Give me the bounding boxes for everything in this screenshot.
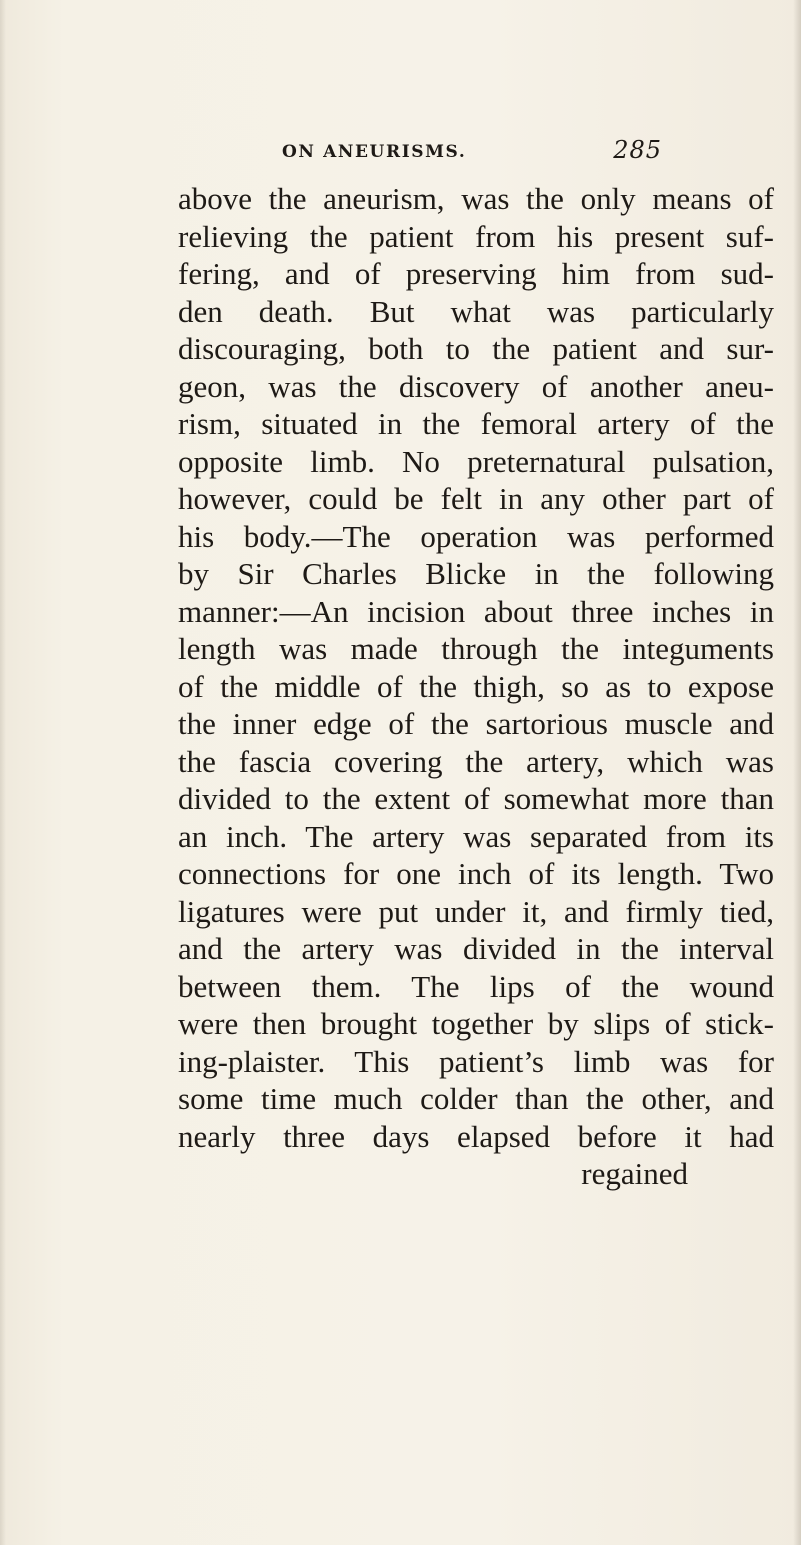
body-text <box>178 180 774 1193</box>
text-line: above the aneurism, was the only means of <box>178 181 774 216</box>
running-head: ON ANEURISMS. <box>282 142 467 162</box>
page-edge-shadow <box>793 0 801 1545</box>
text-line: the inner edge of the sartorious muscle and <box>178 706 774 741</box>
text-line: were then brought together by slips of stick- <box>178 1006 774 1041</box>
text-line: by Sir Charles Blicke in the following <box>178 556 774 591</box>
text-line: discouraging, both to the patient and sur- <box>178 331 774 366</box>
text-line: an inch. The artery was separated from its <box>178 818 774 854</box>
text-line: den death. But what was particularly <box>178 293 774 329</box>
text-line: rism, situated in the femoral artery of the <box>178 406 774 441</box>
text-line: geon, was the discovery of another aneu- <box>178 368 774 404</box>
text-line: connections for one inch of its length. Two <box>178 856 774 891</box>
text-line: divided to the extent of somewhat more than <box>178 781 774 816</box>
page-gutter-shadow <box>0 0 6 1545</box>
text-line: between them. The lips of the wound <box>178 968 774 1004</box>
text-line: nearly three days elapsed before it had <box>178 1118 774 1154</box>
page-number: 285 <box>613 136 662 164</box>
text-line: his body.—The operation was performed <box>178 518 774 554</box>
text-line: opposite limb. No preternatural pulsation, <box>178 443 774 479</box>
text-line: relieving the patient from his present suf- <box>178 218 774 254</box>
page-header <box>222 136 662 166</box>
text-line: some time much colder than the other, and <box>178 1081 774 1116</box>
text-line: however, could be felt in any other part of <box>178 481 774 516</box>
text-line: the fascia covering the artery, which was <box>178 743 774 779</box>
catchword: regained <box>581 1156 688 1191</box>
text-line: of the middle of the thigh, so as to expose <box>178 668 774 704</box>
text-line: length was made through the integuments <box>178 631 774 666</box>
text-line: fering, and of preserving him from sud- <box>178 256 774 291</box>
text-line: and the artery was divided in the interval <box>178 931 774 966</box>
text-line: manner:—An incision about three inches in <box>178 593 774 629</box>
text-line: ing-plaister. This patient’s limb was for <box>178 1043 774 1079</box>
text-line: ligatures were put under it, and firmly tied, <box>178 893 774 929</box>
